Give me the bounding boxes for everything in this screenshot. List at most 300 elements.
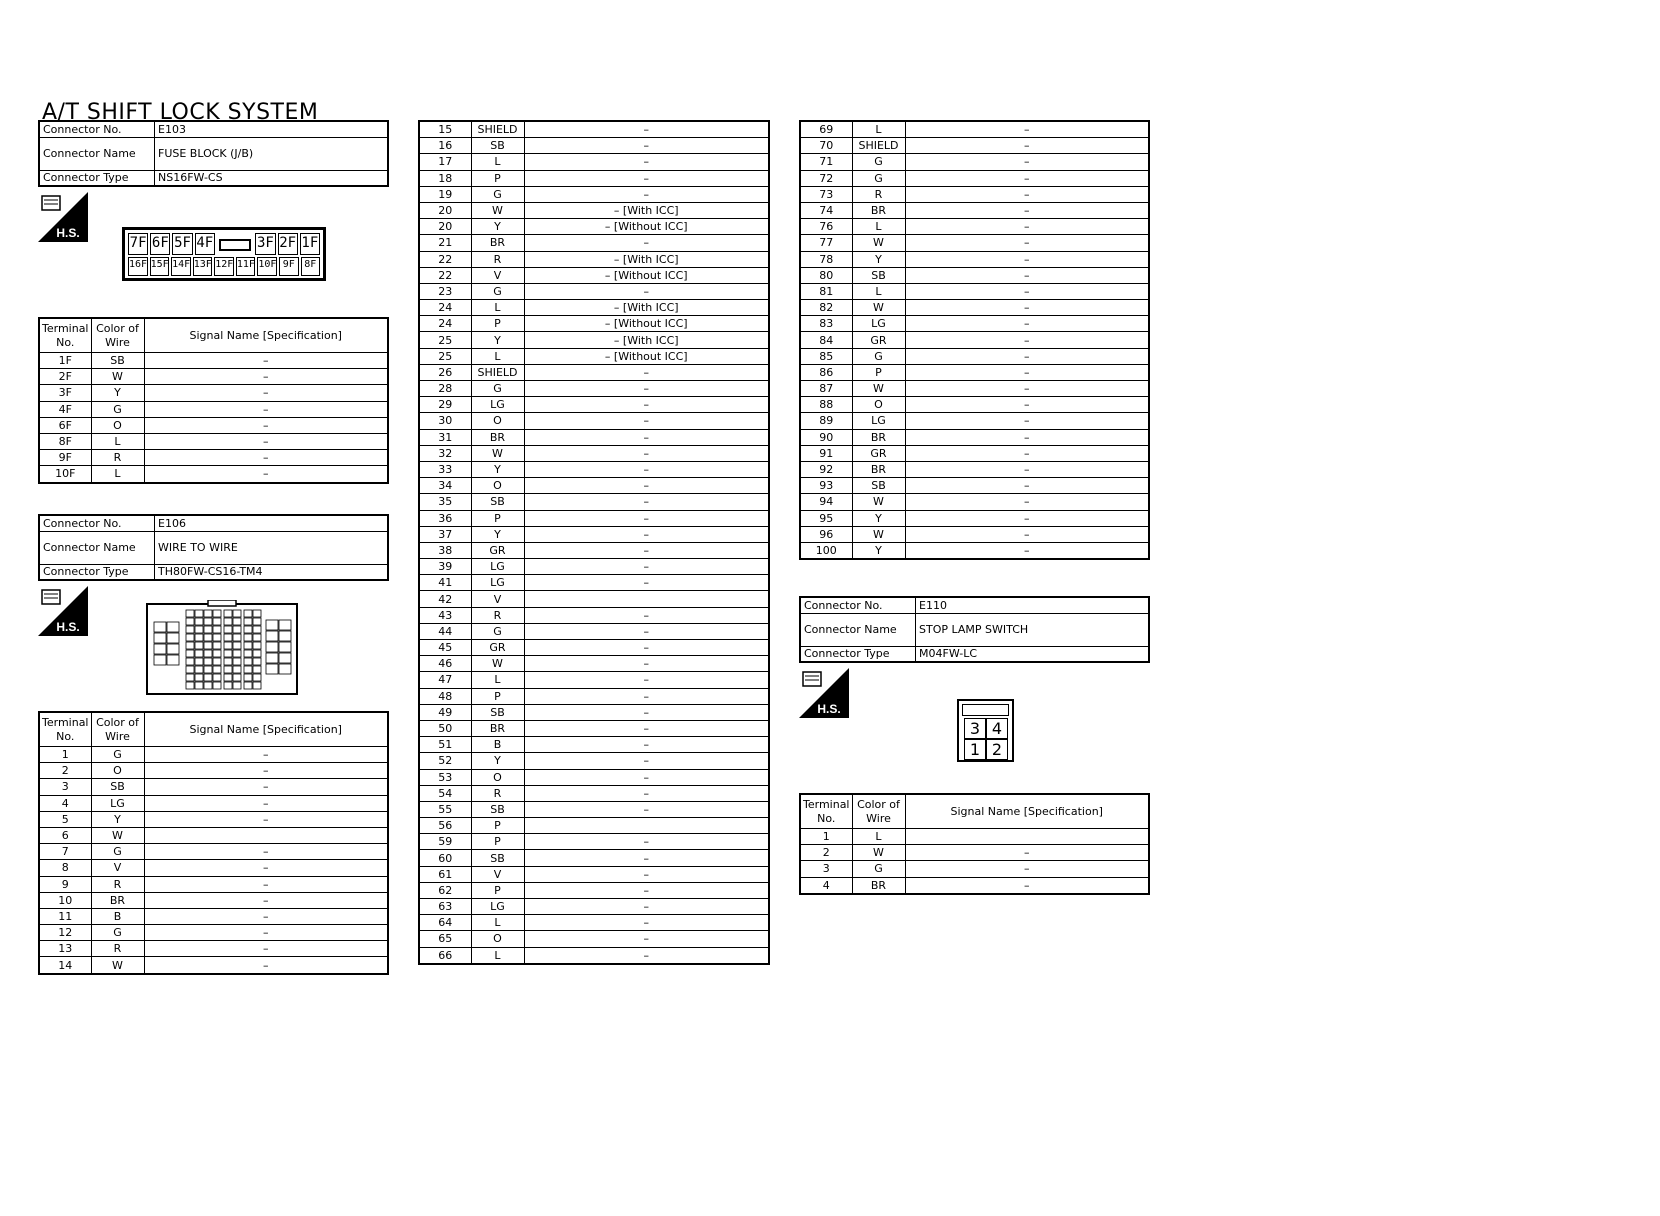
terminal-no-cell: 3F (39, 385, 91, 401)
terminal-no-cell: 84 (800, 332, 852, 348)
wire-table-e106-part1 (38, 711, 389, 975)
signal-name-cell: – (905, 381, 1149, 397)
table-row (800, 219, 1149, 235)
table-row (419, 381, 769, 397)
wire-color-cell: BR (852, 202, 905, 218)
color-of-wire-header: Color of Wire (852, 794, 905, 829)
connector-info-e106 (38, 514, 389, 581)
signal-name-cell: – (524, 364, 769, 380)
signal-name-cell: – (524, 915, 769, 931)
signal-name-cell: – [With ICC] (524, 300, 769, 316)
wire-color-cell: SB (852, 478, 905, 494)
e110-pin-4: 4 (986, 718, 1008, 739)
signal-name-cell: – (524, 801, 769, 817)
table-row (800, 138, 1149, 154)
signal-name-cell: – (905, 348, 1149, 364)
signal-name-cell: – (905, 542, 1149, 559)
table-row (419, 478, 769, 494)
terminal-no-cell: 47 (419, 672, 471, 688)
wire-color-cell: BR (471, 235, 524, 251)
table-row (419, 818, 769, 834)
signal-name-cell: – (524, 882, 769, 898)
connector-key-slot (219, 239, 251, 251)
signal-name-cell: – (905, 494, 1149, 510)
connector-no-label: Connector No. (39, 121, 155, 137)
e110-pin-2: 2 (986, 739, 1008, 760)
wire-color-cell: O (91, 763, 144, 779)
terminal-no-cell: 70 (800, 138, 852, 154)
terminal-no-cell: 91 (800, 445, 852, 461)
table-row (419, 300, 769, 316)
wire-color-cell: L (91, 466, 144, 483)
signal-name-cell: – (905, 877, 1149, 894)
wire-color-cell: SB (471, 494, 524, 510)
terminal-no-cell: 71 (800, 154, 852, 170)
terminal-no-cell: 60 (419, 850, 471, 866)
wire-color-cell: Y (852, 542, 905, 559)
fuse-block-pin: 6F (150, 233, 170, 255)
signal-name-cell: – (524, 607, 769, 623)
table-row (39, 925, 388, 941)
fuse-block-pin: 2F (278, 233, 298, 255)
wire-color-cell: R (471, 607, 524, 623)
signal-name-cell: – (524, 186, 769, 202)
wire-color-cell: LG (852, 316, 905, 332)
terminal-no-cell: 25 (419, 348, 471, 364)
wire-color-cell: SB (471, 801, 524, 817)
terminal-no-cell: 74 (800, 202, 852, 218)
table-row (419, 915, 769, 931)
table-row (419, 283, 769, 299)
terminal-no-cell: 20 (419, 219, 471, 235)
table-row (39, 957, 388, 974)
wire-color-cell: SHIELD (471, 121, 524, 138)
wire-color-cell: P (471, 818, 524, 834)
terminal-no-cell: 85 (800, 348, 852, 364)
wire-table-e103 (38, 317, 389, 484)
table-row (800, 845, 1149, 861)
wire-color-cell: SB (91, 353, 144, 369)
signal-name-cell: – [With ICC] (524, 202, 769, 218)
connector-no-label: Connector No. (39, 515, 155, 531)
signal-name-cell: – (524, 769, 769, 785)
terminal-no-cell: 50 (419, 720, 471, 736)
table-row (39, 892, 388, 908)
table-row (800, 877, 1149, 894)
table-row (800, 364, 1149, 380)
terminal-no-cell: 5 (39, 811, 91, 827)
signal-name-cell: – (144, 844, 388, 860)
wire-color-cell: W (471, 445, 524, 461)
terminal-no-cell: 62 (419, 882, 471, 898)
wire-color-cell: W (91, 369, 144, 385)
wire-color-cell: Y (471, 753, 524, 769)
wire-color-cell: L (852, 121, 905, 138)
signal-name-cell: – (524, 429, 769, 445)
terminal-no-cell: 92 (800, 461, 852, 477)
signal-name-header: Signal Name [Specification] (905, 794, 1149, 829)
color-of-wire-header: Color of Wire (91, 712, 144, 747)
table-row (39, 908, 388, 924)
signal-name-cell: – (524, 688, 769, 704)
signal-name-cell: – (524, 494, 769, 510)
connector-name-value: STOP LAMP SWITCH (916, 613, 1150, 646)
table-row (419, 753, 769, 769)
fuse-block-pin: 14F (171, 257, 191, 276)
terminal-no-cell: 9F (39, 450, 91, 466)
signal-name-cell: – (905, 461, 1149, 477)
table-row (419, 267, 769, 283)
connector-name-label: Connector Name (39, 531, 155, 564)
terminal-no-cell: 56 (419, 818, 471, 834)
wire-color-cell: P (852, 364, 905, 380)
signal-name-header: Signal Name [Specification] (144, 318, 388, 353)
connector-type-value: M04FW-LC (916, 646, 1150, 662)
table-row (800, 186, 1149, 202)
wire-color-cell: R (91, 450, 144, 466)
table-row (800, 235, 1149, 251)
fuse-block-pin: 7F (128, 233, 148, 255)
terminal-no-cell: 13 (39, 941, 91, 957)
table-row (39, 369, 388, 385)
terminal-no-cell: 4 (39, 795, 91, 811)
wire-color-cell: P (471, 316, 524, 332)
wire-color-cell: W (91, 827, 144, 843)
table-row (419, 316, 769, 332)
terminal-no-cell: 87 (800, 381, 852, 397)
signal-name-cell: – (905, 845, 1149, 861)
table-row (800, 526, 1149, 542)
table-row (39, 763, 388, 779)
signal-name-cell: – (144, 925, 388, 941)
wire-color-cell: V (471, 866, 524, 882)
signal-name-cell: – (144, 433, 388, 449)
table-row (800, 429, 1149, 445)
signal-name-cell: – [Without ICC] (524, 219, 769, 235)
signal-name-cell: – (524, 445, 769, 461)
signal-name-cell: – (905, 235, 1149, 251)
terminal-no-cell: 51 (419, 737, 471, 753)
table-row (419, 429, 769, 445)
terminal-no-cell: 61 (419, 866, 471, 882)
table-row (419, 413, 769, 429)
terminal-no-cell: 90 (800, 429, 852, 445)
signal-name-cell: – (524, 510, 769, 526)
fuse-block-pin: 8F (301, 257, 321, 276)
wire-color-cell: L (852, 829, 905, 845)
wire-color-cell: G (471, 381, 524, 397)
table-row (419, 591, 769, 607)
terminal-no-cell: 95 (800, 510, 852, 526)
wire-color-cell: L (91, 433, 144, 449)
signal-name-cell: – (144, 763, 388, 779)
wire-color-cell: R (471, 785, 524, 801)
wire-color-cell: SHIELD (471, 364, 524, 380)
terminal-no-cell: 46 (419, 656, 471, 672)
hs-label: H.S. (56, 620, 80, 634)
wire-color-cell: P (471, 510, 524, 526)
connector-face-e106 (146, 600, 298, 698)
terminal-no-cell: 18 (419, 170, 471, 186)
terminal-no-cell: 64 (419, 915, 471, 931)
wire-color-cell: GR (852, 445, 905, 461)
terminal-no-cell: 76 (800, 219, 852, 235)
table-row (39, 466, 388, 483)
wire-color-cell: G (471, 186, 524, 202)
table-row (419, 834, 769, 850)
wire-color-cell: P (471, 882, 524, 898)
table-row (419, 769, 769, 785)
terminal-no-cell: 30 (419, 413, 471, 429)
table-row (39, 941, 388, 957)
wire-color-cell: W (852, 235, 905, 251)
connector-type-value: TH80FW-CS16-TM4 (155, 564, 389, 580)
wire-color-cell: Y (471, 526, 524, 542)
terminal-no-cell: 15 (419, 121, 471, 138)
terminal-no-cell: 1 (800, 829, 852, 845)
table-row (419, 672, 769, 688)
wire-color-cell: W (852, 526, 905, 542)
wire-color-cell: R (852, 186, 905, 202)
table-row (419, 202, 769, 218)
signal-name-cell: – (144, 417, 388, 433)
wire-color-cell: W (852, 300, 905, 316)
table-row (800, 478, 1149, 494)
table-row (800, 461, 1149, 477)
terminal-no-cell: 63 (419, 899, 471, 915)
hs-label: H.S. (817, 702, 841, 716)
signal-name-cell: – (144, 892, 388, 908)
signal-name-cell: – (524, 785, 769, 801)
table-row (419, 170, 769, 186)
signal-name-cell: – (144, 450, 388, 466)
connector-name-value: FUSE BLOCK (J/B) (155, 137, 389, 170)
wire-color-cell: L (852, 283, 905, 299)
terminal-no-cell: 54 (419, 785, 471, 801)
wire-color-cell: P (471, 688, 524, 704)
wire-color-cell: G (91, 925, 144, 941)
terminal-no-cell: 100 (800, 542, 852, 559)
terminal-no-cell: 17 (419, 154, 471, 170)
wire-color-cell: L (471, 300, 524, 316)
terminal-no-cell: 6F (39, 417, 91, 433)
signal-name-cell: – (524, 931, 769, 947)
terminal-no-cell: 22 (419, 251, 471, 267)
wire-color-cell: O (471, 769, 524, 785)
signal-name-cell: – (144, 466, 388, 483)
table-row (800, 348, 1149, 364)
table-row (419, 186, 769, 202)
table-row (419, 720, 769, 736)
terminal-no-cell: 80 (800, 267, 852, 283)
terminal-no-cell: 82 (800, 300, 852, 316)
table-row (800, 413, 1149, 429)
wire-table-e106-part3 (799, 120, 1150, 560)
terminal-no-cell: 93 (800, 478, 852, 494)
terminal-no-cell: 94 (800, 494, 852, 510)
signal-name-cell: – (524, 720, 769, 736)
connector-type-label: Connector Type (39, 170, 155, 186)
table-row (419, 947, 769, 964)
terminal-no-cell: 12 (39, 925, 91, 941)
color-of-wire-header: Color of Wire (91, 318, 144, 353)
table-row (800, 202, 1149, 218)
signal-name-cell: – [With ICC] (524, 251, 769, 267)
signal-name-cell: – (905, 186, 1149, 202)
wire-color-cell: LG (91, 795, 144, 811)
wire-color-cell: W (852, 381, 905, 397)
terminal-no-cell: 53 (419, 769, 471, 785)
signal-name-cell (144, 827, 388, 843)
wire-color-cell: O (471, 413, 524, 429)
signal-name-cell: – (144, 795, 388, 811)
signal-name-cell (524, 818, 769, 834)
signal-name-cell: – (905, 283, 1149, 299)
table-row (419, 526, 769, 542)
fuse-block-pin: 16F (128, 257, 148, 276)
signal-name-cell: – (524, 559, 769, 575)
fuse-block-pin: 10F (257, 257, 277, 276)
wire-color-cell: G (471, 623, 524, 639)
wire-color-cell: G (91, 844, 144, 860)
signal-name-cell: – (144, 941, 388, 957)
wire-table-e110 (799, 793, 1150, 895)
connector-type-value: NS16FW-CS (155, 170, 389, 186)
terminal-no-cell: 10F (39, 466, 91, 483)
wire-color-cell: Y (471, 461, 524, 477)
wire-color-cell: W (471, 656, 524, 672)
table-row (419, 882, 769, 898)
terminal-no-cell: 2 (800, 845, 852, 861)
terminal-no-cell: 43 (419, 607, 471, 623)
wire-color-cell: GR (471, 542, 524, 558)
terminal-no-cell: 38 (419, 542, 471, 558)
signal-name-cell: – (905, 121, 1149, 138)
table-row (39, 417, 388, 433)
terminal-no-cell: 6 (39, 827, 91, 843)
terminal-no-cell: 66 (419, 947, 471, 964)
table-row (419, 785, 769, 801)
table-row (39, 860, 388, 876)
signal-name-cell: – (524, 672, 769, 688)
terminal-no-cell: 33 (419, 461, 471, 477)
signal-name-cell: – (144, 908, 388, 924)
signal-name-cell: – (905, 316, 1149, 332)
terminal-no-cell: 1 (39, 747, 91, 763)
wire-color-cell: G (852, 170, 905, 186)
table-row (419, 575, 769, 591)
table-row (419, 154, 769, 170)
connector-face-e103 (122, 227, 326, 281)
signal-name-cell: – (144, 401, 388, 417)
signal-name-cell: – (524, 381, 769, 397)
terminal-no-cell: 21 (419, 235, 471, 251)
signal-name-cell: – (905, 510, 1149, 526)
signal-name-cell: – (524, 461, 769, 477)
signal-name-cell: – (144, 385, 388, 401)
table-row (39, 779, 388, 795)
table-row (419, 866, 769, 882)
terminal-no-cell: 37 (419, 526, 471, 542)
signal-name-cell: – (144, 876, 388, 892)
page-title: A/T SHIFT LOCK SYSTEM (42, 100, 319, 125)
table-row (39, 827, 388, 843)
wire-color-cell: Y (471, 219, 524, 235)
signal-name-header: Signal Name [Specification] (144, 712, 388, 747)
signal-name-cell: – (905, 202, 1149, 218)
terminal-no-cell: 42 (419, 591, 471, 607)
table-row (419, 510, 769, 526)
table-row (419, 235, 769, 251)
terminal-no-cell: 9 (39, 876, 91, 892)
wire-color-cell: SHIELD (852, 138, 905, 154)
signal-name-cell: – (524, 138, 769, 154)
wire-color-cell: P (471, 170, 524, 186)
signal-name-cell: – (524, 542, 769, 558)
wire-color-cell: GR (852, 332, 905, 348)
wire-color-cell: BR (91, 892, 144, 908)
terminal-no-cell: 96 (800, 526, 852, 542)
terminal-no-cell: 3 (800, 861, 852, 877)
wire-color-cell: LG (852, 413, 905, 429)
table-row (800, 170, 1149, 186)
table-row (419, 623, 769, 639)
terminal-no-cell: 39 (419, 559, 471, 575)
terminal-no-cell: 19 (419, 186, 471, 202)
terminal-no-cell: 48 (419, 688, 471, 704)
signal-name-cell: – (144, 747, 388, 763)
table-row (419, 219, 769, 235)
signal-name-cell: – (524, 866, 769, 882)
connector-no-value: E110 (916, 597, 1150, 613)
signal-name-cell: – (905, 861, 1149, 877)
table-row (800, 445, 1149, 461)
wire-color-cell: O (852, 397, 905, 413)
signal-name-cell: – (144, 957, 388, 974)
wire-color-cell: GR (471, 640, 524, 656)
table-row (800, 267, 1149, 283)
signal-name-cell: – (144, 353, 388, 369)
terminal-no-cell: 4F (39, 401, 91, 417)
terminal-no-cell: 28 (419, 381, 471, 397)
connector-type-label: Connector Type (39, 564, 155, 580)
wire-color-cell: L (471, 947, 524, 964)
wire-color-cell: G (91, 747, 144, 763)
wire-color-cell: G (852, 348, 905, 364)
signal-name-cell: – (905, 251, 1149, 267)
table-row (419, 931, 769, 947)
terminal-no-cell: 20 (419, 202, 471, 218)
table-row (419, 332, 769, 348)
table-row (419, 445, 769, 461)
terminal-no-cell: 49 (419, 704, 471, 720)
wire-color-cell: W (852, 494, 905, 510)
table-row (800, 510, 1149, 526)
connector-no-label: Connector No. (800, 597, 916, 613)
wire-color-cell: R (91, 876, 144, 892)
signal-name-cell: – (905, 332, 1149, 348)
wire-color-cell: L (471, 154, 524, 170)
table-row (419, 121, 769, 138)
table-row (800, 300, 1149, 316)
wire-color-cell: BR (852, 461, 905, 477)
signal-name-cell: – (905, 364, 1149, 380)
table-row (419, 899, 769, 915)
wire-table-e106-part2 (418, 120, 770, 965)
table-row (800, 332, 1149, 348)
signal-name-cell: – [Without ICC] (524, 348, 769, 364)
table-row (419, 850, 769, 866)
